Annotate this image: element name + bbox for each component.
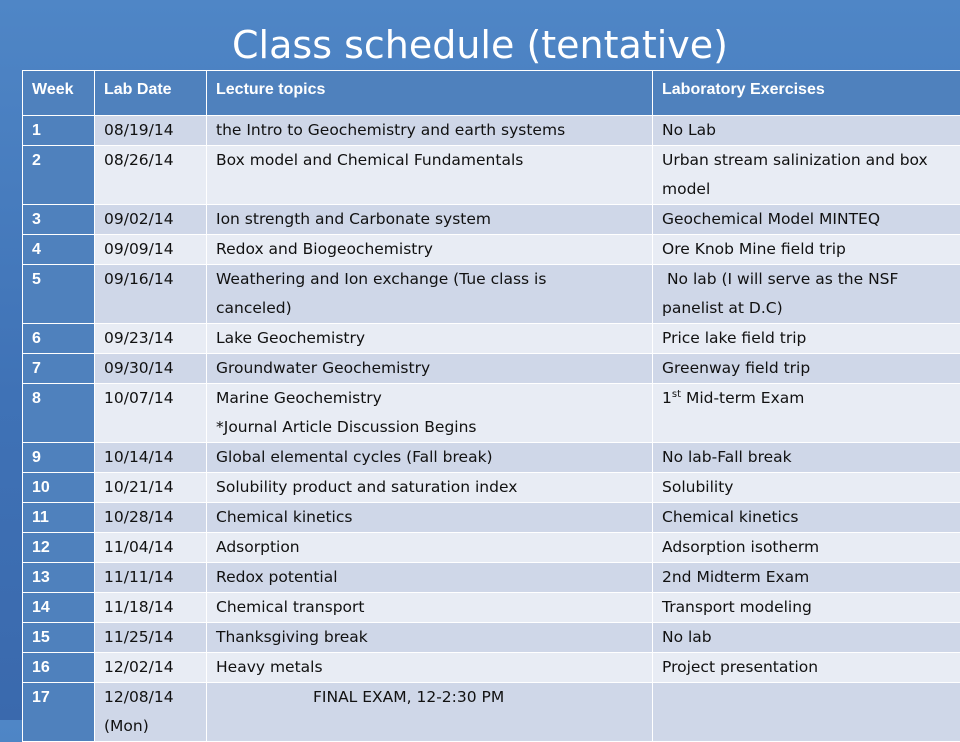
lab-cell: Adsorption isotherm xyxy=(653,533,960,563)
table-row xyxy=(23,116,960,146)
date-cell: 09/02/14 xyxy=(95,205,207,235)
date-line: 12/08/14 xyxy=(104,683,206,712)
table-row xyxy=(23,653,960,683)
header-row xyxy=(23,71,960,116)
lab-cell xyxy=(653,683,960,742)
lecture-cell: Weathering and Ion exchange (Tue class is canceled) xyxy=(207,265,653,324)
week-cell: 2 xyxy=(23,146,95,205)
lecture-cell: Chemical kinetics xyxy=(207,503,653,533)
lab-cell: Solubility xyxy=(653,473,960,503)
lab-cell: Price lake field trip xyxy=(653,324,960,354)
table-row xyxy=(23,443,960,473)
lecture-cell: Heavy metals xyxy=(207,653,653,683)
lab-cell: Ore Knob Mine field trip xyxy=(653,235,960,265)
week-cell: 4 xyxy=(23,235,95,265)
lecture-line: Marine Geochemistry xyxy=(216,384,652,413)
table-row xyxy=(23,593,960,623)
table-row xyxy=(23,205,960,235)
week-cell: 1 xyxy=(23,116,95,146)
week-cell: 13 xyxy=(23,563,95,593)
date-cell: 11/18/14 xyxy=(95,593,207,623)
date-note: (Mon) xyxy=(104,712,206,741)
date-cell: 11/04/14 xyxy=(95,533,207,563)
lecture-cell: the Intro to Geochemistry and earth systems xyxy=(207,116,653,146)
table-row xyxy=(23,623,960,653)
lab-ordinal-number: 1 xyxy=(662,389,672,407)
date-cell: 08/19/14 xyxy=(95,116,207,146)
date-cell: 09/16/14 xyxy=(95,265,207,324)
table-row xyxy=(23,683,960,742)
lab-cell: No Lab xyxy=(653,116,960,146)
week-cell: 12 xyxy=(23,533,95,563)
date-cell: 10/21/14 xyxy=(95,473,207,503)
date-cell: 12/02/14 xyxy=(95,653,207,683)
week-cell: 11 xyxy=(23,503,95,533)
lab-text: Mid-term Exam xyxy=(681,389,804,407)
week-cell: 7 xyxy=(23,354,95,384)
table-row xyxy=(23,473,960,503)
date-cell: 08/26/14 xyxy=(95,146,207,205)
lab-cell: No lab (I will serve as the NSF panelist at D.C) xyxy=(653,265,960,324)
table-row xyxy=(23,235,960,265)
date-cell: 10/14/14 xyxy=(95,443,207,473)
week-cell: 16 xyxy=(23,653,95,683)
lab-cell: Urban stream salinization and box model xyxy=(653,146,960,205)
date-cell: 09/30/14 xyxy=(95,354,207,384)
lecture-cell: FINAL EXAM, 12-2:30 PM xyxy=(207,683,653,742)
lecture-cell: Solubility product and saturation index xyxy=(207,473,653,503)
week-cell: 10 xyxy=(23,473,95,503)
table-row xyxy=(23,503,960,533)
lecture-cell xyxy=(207,384,653,443)
schedule-table xyxy=(22,70,960,742)
lab-cell: Chemical kinetics xyxy=(653,503,960,533)
table-row xyxy=(23,146,960,205)
lecture-note: *Journal Article Discussion Begins xyxy=(216,413,652,442)
lecture-cell: Redox potential xyxy=(207,563,653,593)
week-cell: 8 xyxy=(23,384,95,443)
lecture-cell: Chemical transport xyxy=(207,593,653,623)
week-cell: 9 xyxy=(23,443,95,473)
date-cell: 09/09/14 xyxy=(95,235,207,265)
lab-cell: Transport modeling xyxy=(653,593,960,623)
date-cell: 10/28/14 xyxy=(95,503,207,533)
date-cell: 09/23/14 xyxy=(95,324,207,354)
header-lecture-topics: Lecture topics xyxy=(207,71,653,116)
header-lab-date: Lab Date xyxy=(95,71,207,116)
lab-cell: 2nd Midterm Exam xyxy=(653,563,960,593)
lecture-cell: Adsorption xyxy=(207,533,653,563)
lab-cell: No lab-Fall break xyxy=(653,443,960,473)
table-row xyxy=(23,324,960,354)
table-row xyxy=(23,563,960,593)
week-cell: 14 xyxy=(23,593,95,623)
lecture-cell: Ion strength and Carbonate system xyxy=(207,205,653,235)
lecture-cell: Lake Geochemistry xyxy=(207,324,653,354)
week-cell: 3 xyxy=(23,205,95,235)
table-row xyxy=(23,533,960,563)
lecture-cell: Global elemental cycles (Fall break) xyxy=(207,443,653,473)
week-cell: 17 xyxy=(23,683,95,742)
lab-cell xyxy=(653,384,960,443)
date-cell: 11/25/14 xyxy=(95,623,207,653)
table-row xyxy=(23,354,960,384)
lab-cell: No lab xyxy=(653,623,960,653)
table-row xyxy=(23,265,960,324)
week-cell: 5 xyxy=(23,265,95,324)
slide-title: Class schedule (tentative) xyxy=(0,22,960,68)
date-cell: 11/11/14 xyxy=(95,563,207,593)
header-week: Week xyxy=(23,71,95,116)
lab-cell: Greenway field trip xyxy=(653,354,960,384)
lab-ordinal-suffix: st xyxy=(672,389,681,400)
week-cell: 6 xyxy=(23,324,95,354)
week-cell: 15 xyxy=(23,623,95,653)
header-laboratory-exercises: Laboratory Exercises xyxy=(653,71,960,116)
lecture-cell: Box model and Chemical Fundamentals xyxy=(207,146,653,205)
date-cell xyxy=(95,683,207,742)
lab-cell: Project presentation xyxy=(653,653,960,683)
lab-cell: Geochemical Model MINTEQ xyxy=(653,205,960,235)
date-cell: 10/07/14 xyxy=(95,384,207,443)
table-row xyxy=(23,384,960,443)
lecture-cell: Thanksgiving break xyxy=(207,623,653,653)
lecture-cell: Redox and Biogeochemistry xyxy=(207,235,653,265)
lecture-cell: Groundwater Geochemistry xyxy=(207,354,653,384)
